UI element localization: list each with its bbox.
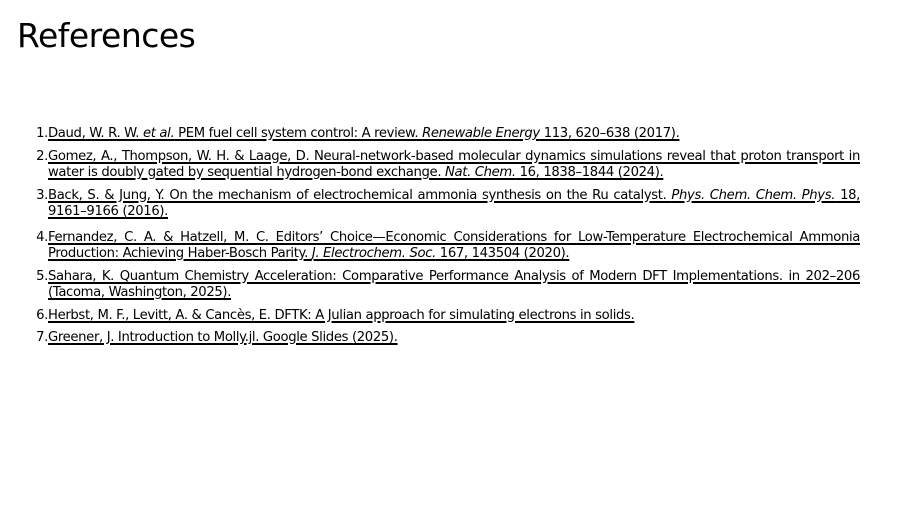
reference-part-italic: J. Electrochem. Soc.	[311, 246, 436, 261]
reference-item	[22, 188, 860, 221]
reference-text	[48, 126, 860, 143]
reference-text	[48, 330, 860, 347]
reference-item	[22, 149, 860, 182]
reference-number: 3.	[36, 187, 48, 203]
reference-link[interactable]	[48, 149, 860, 181]
reference-part: Daud, W. R. W.	[48, 126, 143, 141]
reference-number: 5.	[36, 268, 48, 284]
reference-link[interactable]	[48, 126, 679, 141]
reference-link[interactable]	[48, 330, 398, 345]
reference-part-italic: et al.	[143, 126, 175, 141]
reference-number: 4.	[36, 229, 48, 245]
reference-item	[22, 230, 860, 263]
reference-link[interactable]	[48, 308, 634, 323]
reference-part-italic: Phys. Chem. Chem. Phys.	[671, 187, 836, 203]
reference-item	[22, 308, 860, 325]
reference-text	[48, 188, 860, 221]
reference-part-italic: Renewable Energy	[422, 126, 540, 141]
reference-link[interactable]	[48, 230, 860, 262]
reference-number: 6.	[36, 307, 48, 323]
reference-part: Sahara, K. Quantum Chemistry Acceleration: Comparative Performance Analysis of Modern DFT Implementations. in 202–206 (Tacoma, Washington, 2025).	[48, 268, 860, 300]
reference-part: Herbst, M. F., Levitt, A. & Cancès, E. DFTK: A Julian approach for simulating electrons in solids.	[48, 307, 635, 323]
reference-list	[22, 126, 860, 353]
reference-link[interactable]	[48, 269, 860, 301]
reference-number: 2.	[36, 148, 48, 164]
reference-link[interactable]	[48, 188, 860, 220]
reference-part: 113, 620–638 (2017).	[539, 126, 680, 141]
reference-item	[22, 330, 860, 347]
page-title: References	[17, 16, 196, 55]
reference-text	[48, 230, 860, 263]
reference-part: 18, 9161–9166 (2016).	[48, 187, 860, 219]
reference-part: Greener, J. Introduction to Molly.jl. Google Slides (2025).	[48, 330, 398, 345]
reference-part: Gomez, A., Thompson, W. H. & Laage, D. Neural-network-based molecular dynamics simulations reveal that proton transport in water is doubly gated by sequential hydrogen-bond exchange.	[48, 148, 860, 180]
reference-number: 7.	[36, 330, 48, 345]
reference-part: Back, S. & Jung, Y. On the mechanism of electrochemical ammonia synthesis on the Ru catalyst.	[48, 187, 672, 203]
reference-part: PEM fuel cell system control: A review.	[174, 126, 423, 141]
reference-text	[48, 149, 860, 182]
reference-number: 1.	[36, 126, 48, 141]
reference-text	[48, 269, 860, 302]
reference-part: 167, 143504 (2020).	[435, 246, 570, 261]
reference-text	[48, 308, 860, 325]
reference-part: Fernandez, C. A. & Hatzell, M. C. Editors’ Choice—Economic Considerations for Low-Temperature Electrochemical Ammonia Production: Achieving Haber-Bosch Parity.	[48, 229, 860, 261]
reference-item	[22, 269, 860, 302]
reference-part: 16, 1838–1844 (2024).	[515, 165, 664, 180]
reference-part-italic: Nat. Chem.	[445, 165, 516, 180]
reference-item	[22, 126, 860, 143]
